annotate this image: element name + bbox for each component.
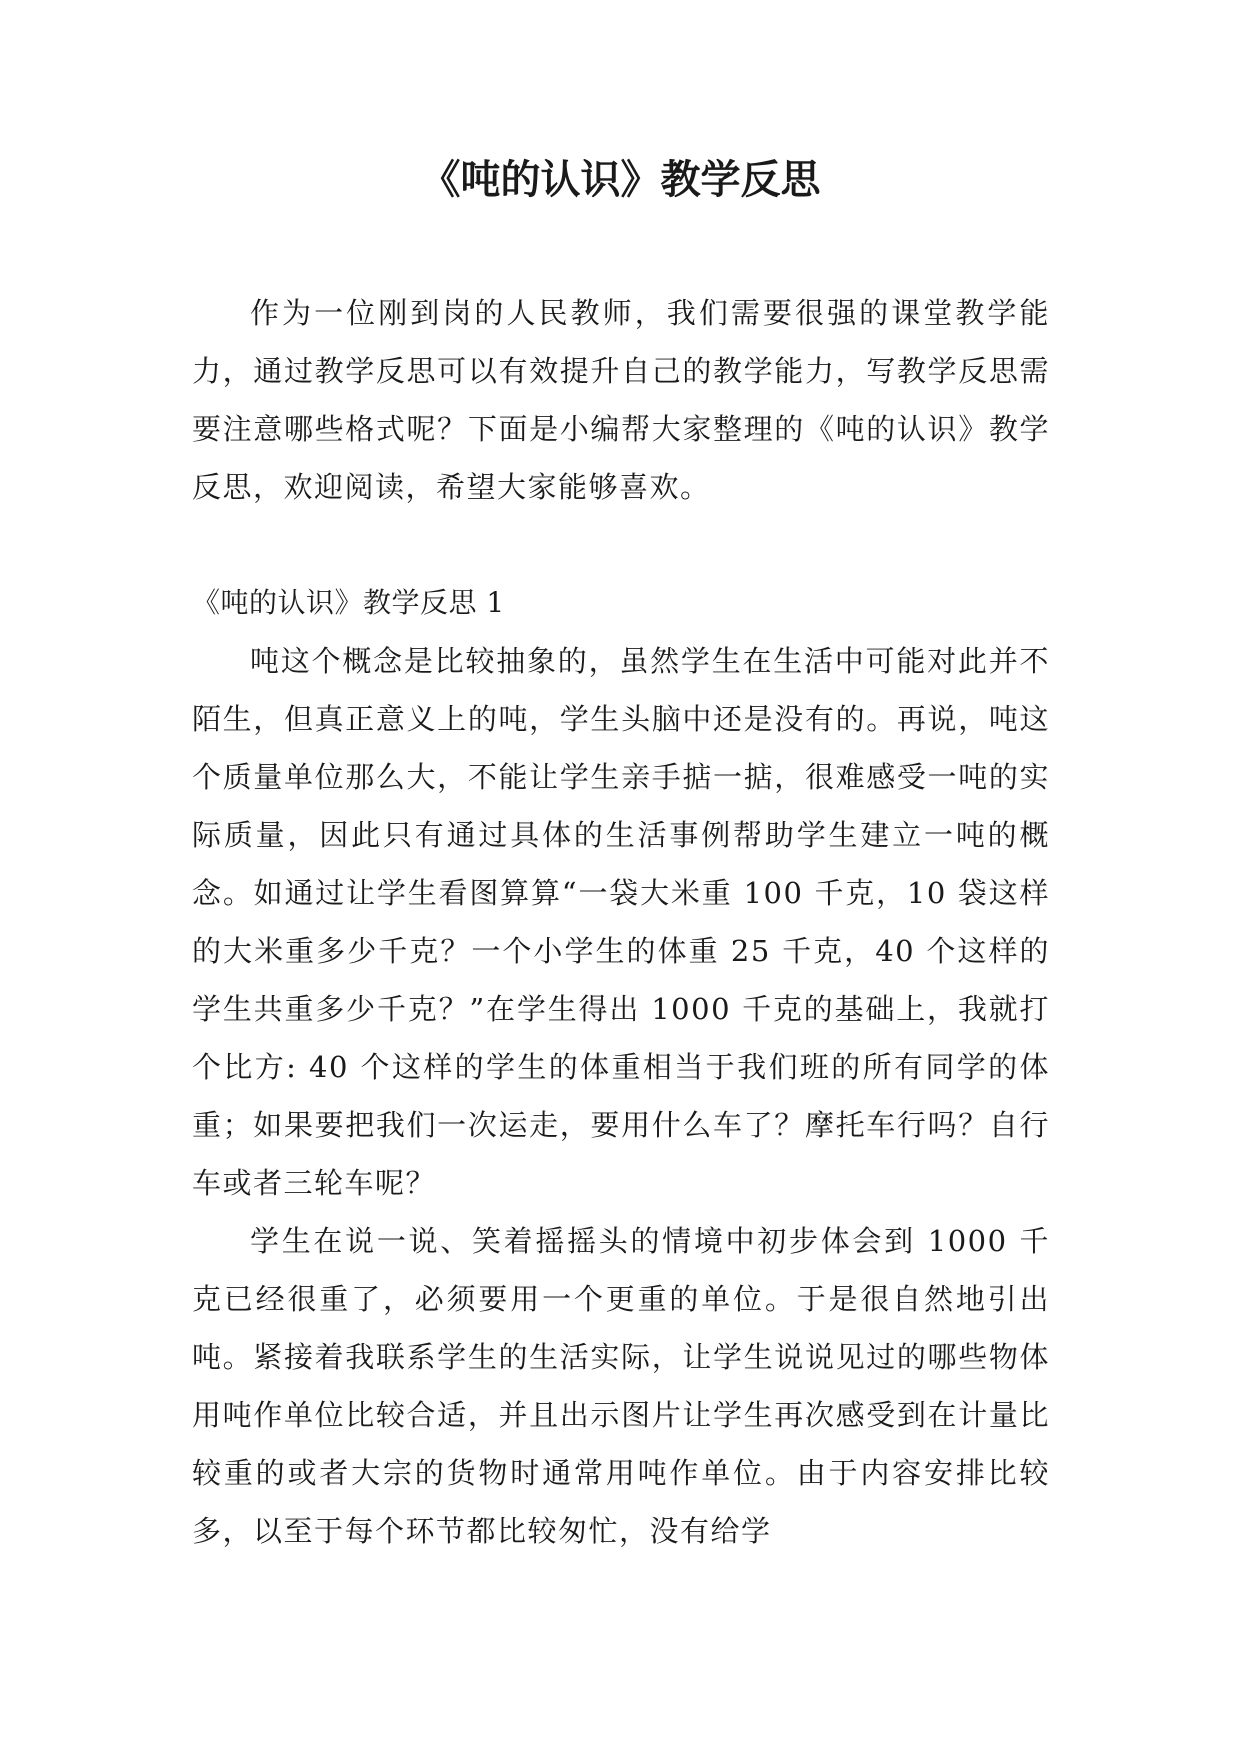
- intro-paragraph: 作为一位刚到岗的人民教师，我们需要很强的课堂教学能力，通过教学反思可以有效提升自己的教学能力，写教学反思需要注意哪些格式呢？下面是小编帮大家整理的《吨的认识》教学反思，欢迎阅读，希望大家能够喜欢。: [192, 296, 1050, 504]
- body-paragraph-2: 学生在说一说、笑着摇摇头的情境中初步体会到 1000 千克已经很重了，必须要用一个更重的单位。于是很自然地引出吨。紧接着我联系学生的生活实际，让学生说说见过的哪些物体用吨作单位比较合适，并且出示图片让学生再次感受到在计量比较重的或者大宗的货物时通常用吨作单位。由于内容安排比较多，以至于每个环节都比较匆忙，没有给学: [192, 1224, 1050, 1548]
- section-heading: 《吨的认识》教学反思 1: [192, 586, 505, 619]
- document-body: [192, 284, 1050, 1560]
- document-title: 《吨的认识》教学反思: [420, 157, 821, 203]
- body-paragraph-1: 吨这个概念是比较抽象的，虽然学生在生活中可能对此并不陌生，但真正意义上的吨，学生头脑中还是没有的。再说，吨这个质量单位那么大，不能让学生亲手掂一掂，很难感受一吨的实际质量，因此只有通过具体的生活事例帮助学生建立一吨的概念。如通过让学生看图算算“一袋大米重 100 千克，10 袋这样的大米重多少千克？一个小学生的体重 25 千克，40 个这样的学生共重多少千克？”在学生得出 1000 千克的基础上，我就打个比方: 40 个这样的学生的体重相当于我们班的所有同学的体重；如果要把我们一次运走，要用什么车了？摩托车行吗？自行车或者三轮车呢？: [192, 644, 1050, 1200]
